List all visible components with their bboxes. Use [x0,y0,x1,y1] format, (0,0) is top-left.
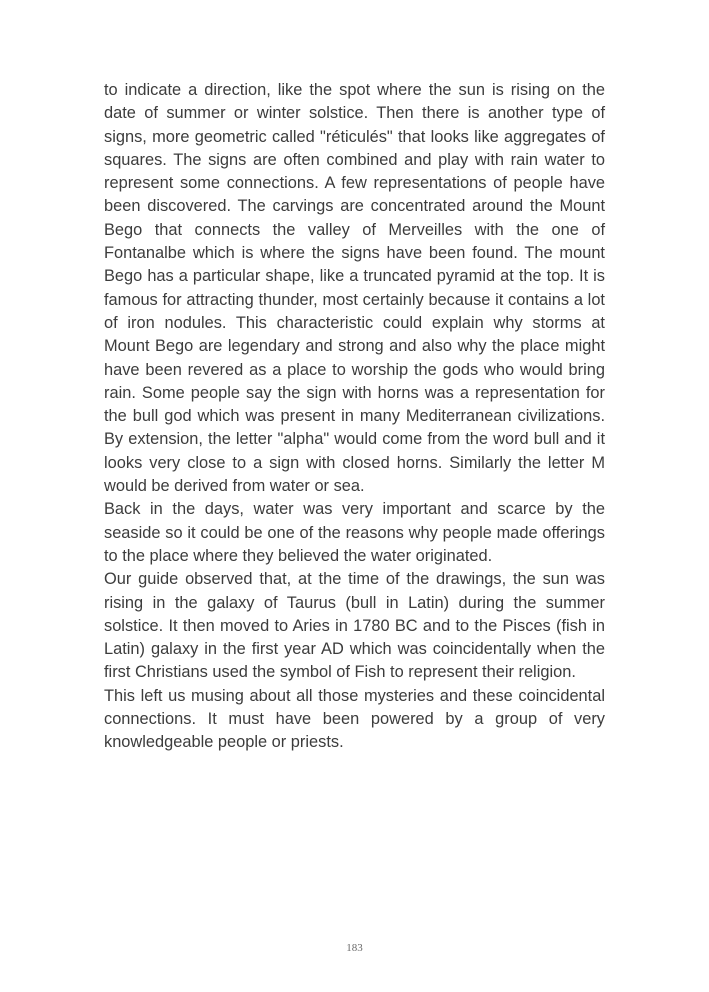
paragraph-musing: This left us musing about all those mysteries and these coincidental connections. It must have been powered by a group of very knowledgeable people or priests. [104,686,605,752]
paragraph-water-offerings: Back in the days, water was very important and scarce by the seaside so it could be one of the reasons why people made offerings to the place where they believed the water originated. [104,500,605,565]
paragraph-mount-bego: to indicate a direction, like the spot where the sun is rising on the date of summer or winter solstice. Then there is another type of signs, more geometric called "réticulés" that looks like aggregates of squares. The signs are often combined and play with rain water to represent some connections. A few representations of people have been discovered. The carvings are concentrated around the Mount Bego that connects the valley of Merveilles with the one of Fontanalbe which is where the signs have been found. The mount Bego has a particular shape, like a truncated pyramid at the top. It is famous for attracting thunder, most certainly because it contains a lot of iron nodules. This characteristic could explain why storms at Mount Bego are legendary and strong and also why the place might have been revered as a place to worship the gods who would bring rain. Some people say the sign with horns was a representation for the bull god which was present in many Mediterranean civilizations. By extension, the letter "alpha" would come from the word bull and it looks very close to a sign with closed horns. Similarly the letter M would be derived from water or sea. [104,81,605,496]
body-text [104,79,605,755]
paragraph-guide-observation: Our guide observed that, at the time of the drawings, the sun was rising in the galaxy of Taurus (bull in Latin) during the summer solstice. It then moved to Aries in 1780 BC and to the Pisces (fish in Latin) galaxy in the first year AD which was coincidentally when the first Christians used the symbol of Fish to represent their religion. [104,570,605,682]
page-number: 183 [346,942,363,954]
